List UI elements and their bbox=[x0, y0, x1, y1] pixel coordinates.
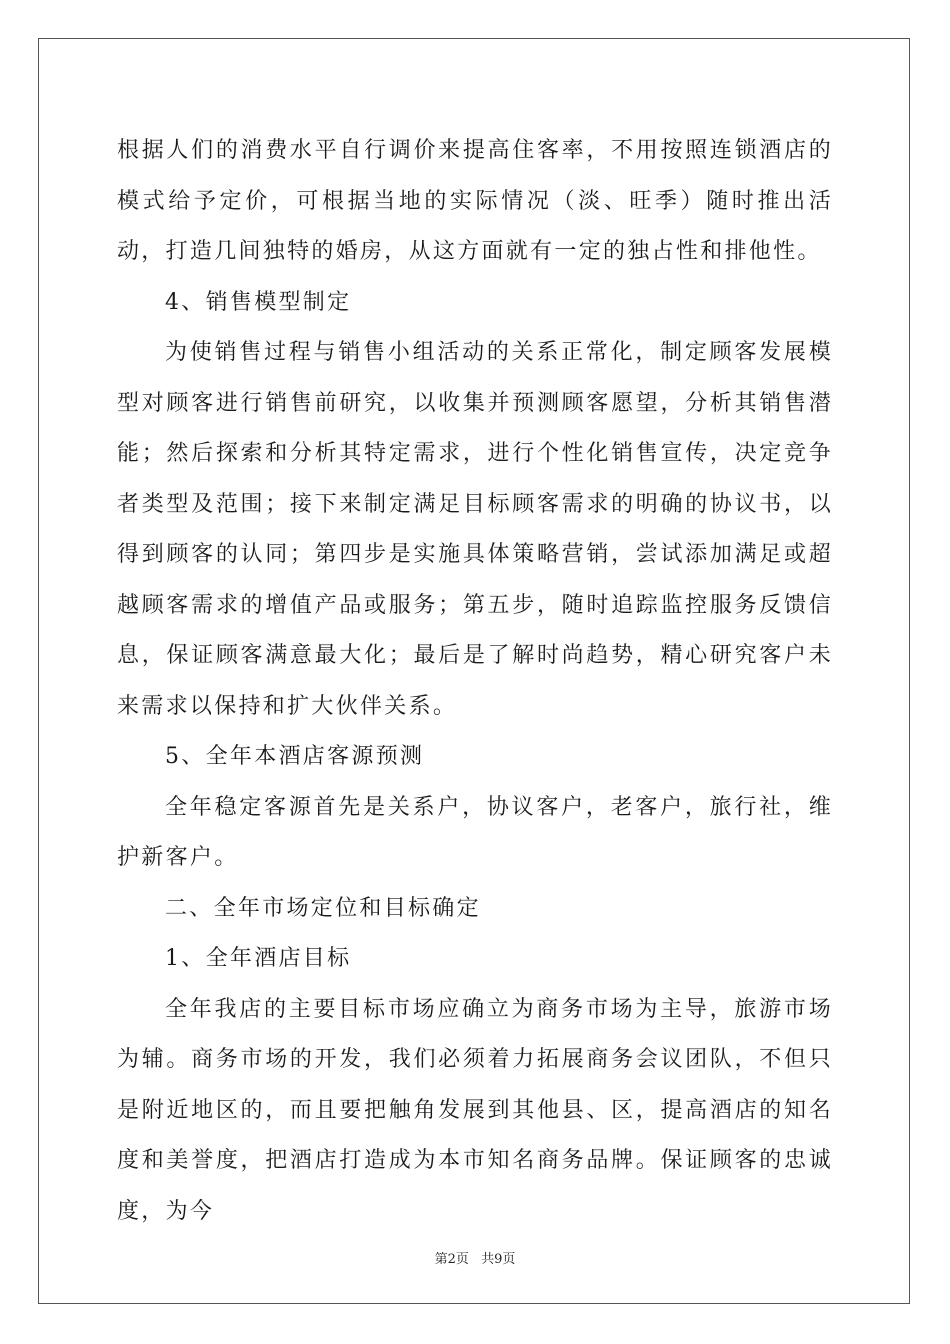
heading-sales-model: 4、销售模型制定 bbox=[165, 289, 352, 315]
paragraph-hotel-goals: 全年我店的主要目标市场应确立为商务市场为主导，旅游市场为辅。商务市场的开发，我们必须着力拓展商务会议团队，不但只是附近地区的，而且要把触角发展到其他县、区，提高酒店的知名度和美誉度，把酒店打造成为本市知名商务品牌。保证顾客的忠诚度，为今 bbox=[117, 996, 833, 1224]
page-footer bbox=[0, 1248, 950, 1267]
paragraph-guest-forecast: 全年稳定客源首先是关系户，协议客户，老客户，旅行社，维护新客户。 bbox=[117, 794, 833, 870]
page-total: 共9页 bbox=[481, 1252, 516, 1267]
document-body bbox=[117, 126, 833, 1237]
heading-guest-forecast: 5、全年本酒店客源预测 bbox=[165, 744, 425, 769]
heading-hotel-goals: 1、全年酒店目标 bbox=[165, 946, 352, 971]
paragraph-1: 根据人们的消费水平自行调价来提高住客率，不用按照连锁酒店的模式给予定价，可根据当地的实际情况（淡、旺季）随时推出活动，打造几间独特的婚房，从这方面就有一定的独占性和排他性。 bbox=[117, 138, 833, 264]
heading-market-positioning: 二、全年市场定位和目标确定 bbox=[165, 895, 481, 921]
page-number: 第2页 bbox=[434, 1252, 469, 1267]
paragraph-sales-model: 为使销售过程与销售小组活动的关系正常化，制定顾客发展模型对顾客进行销售前研究，以收集并预测顾客愿望，分析其销售潜能；然后探索和分析其特定需求，进行个性化销售宣传，决定竞争者类型及范围；接下来制定满足目标顾客需求的明确的协议书，以得到顾客的认同；第四步是实施具体策略营销，尝试添加满足或超越顾客需求的增值产品或服务；第五步，随时追踪监控服务反馈信息，保证顾客满意最大化；最后是了解时尚趋势，精心研究客户未来需求以保持和扩大伙伴关系。 bbox=[117, 340, 833, 719]
